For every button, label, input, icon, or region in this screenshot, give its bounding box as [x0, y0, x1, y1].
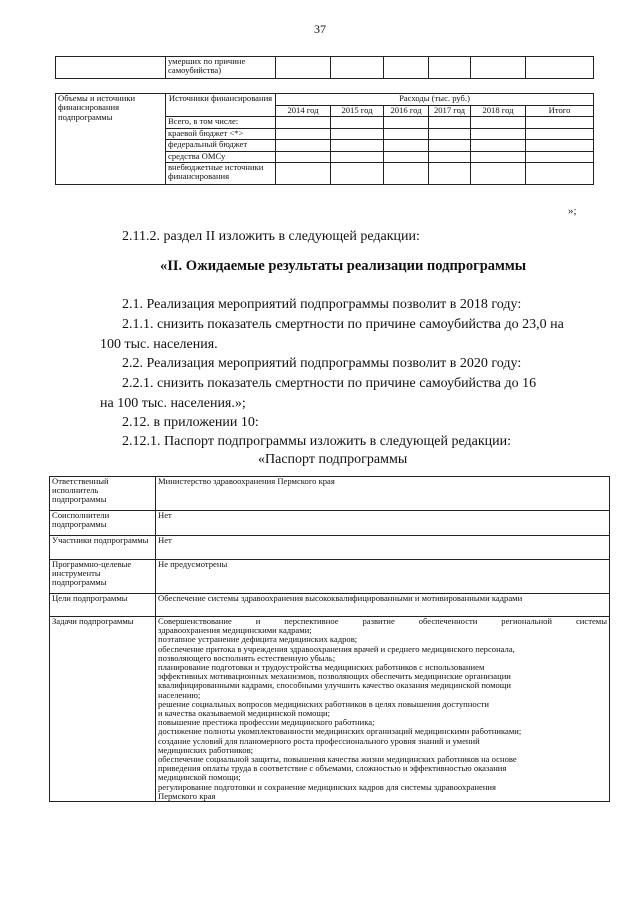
fin-row-label: Всего, в том числе:	[166, 117, 276, 129]
paragraph-2-12-1: 2.12.1. Паспорт подпрограммы изложить в следующей редакции:	[122, 434, 512, 449]
total-header: Итого	[526, 105, 594, 117]
fin-cell	[471, 117, 526, 129]
passport-label: Ответственный исполнитель подпрограммы	[50, 477, 156, 511]
fin-cell	[384, 117, 429, 129]
fin-cell	[471, 140, 526, 152]
task-line: повышение престижа профессии медицинского работника;	[158, 717, 375, 728]
task-line: медицинских работников;	[158, 744, 254, 755]
fin-cell	[526, 163, 594, 185]
task-line: позволяющего восполнять естественную убыль;	[158, 652, 336, 663]
financing-table	[55, 93, 594, 185]
passport-label: Участники подпрограммы	[50, 536, 156, 560]
passport-value: Не предусмотрены	[156, 560, 610, 594]
fin-cell	[331, 128, 384, 140]
fin-cell	[429, 117, 471, 129]
fin-row-label: федеральный бюджет	[166, 140, 276, 152]
fin-cell	[429, 128, 471, 140]
sources-header: Источники финансирования	[166, 94, 276, 117]
paragraph-2-2: 2.2. Реализация мероприятий подпрограммы позволит в 2020 году:	[122, 356, 522, 371]
task-line: здравоохранения медицинскими кадрами;	[158, 625, 312, 636]
fin-cell	[526, 117, 594, 129]
top-table-cell	[526, 57, 594, 79]
fin-cell	[471, 163, 526, 185]
task-line: эффективных мотивационных механизмов, позволяющих обеспечить медицинские организации	[158, 671, 511, 682]
passport-value: Нет	[156, 536, 610, 560]
fin-cell	[384, 128, 429, 140]
paragraph-2-2-1-line1: 2.2.1. снизить показатель смертности по причине самоубийства до 16	[122, 376, 537, 391]
task-line: Пермского края	[158, 790, 216, 801]
fin-cell	[276, 117, 331, 129]
paragraph-2-1-1-line2: 100 тыс. населения.	[100, 337, 218, 352]
fin-cell	[384, 163, 429, 185]
top-table-cell	[331, 57, 384, 79]
fin-cell	[526, 151, 594, 163]
task-line: Совершенствование и перспективное развитие обеспеченности региональной системы	[158, 616, 607, 626]
top-table-cell	[384, 57, 429, 79]
paragraph-2-1-1-line1: 2.1.1. снизить показатель смертности по причине самоубийства до 23,0 на	[122, 317, 564, 332]
top-table-cell	[471, 57, 526, 79]
task-line: медицинской помощи;	[158, 772, 241, 783]
expenses-header: Расходы (тыс. руб.)	[276, 94, 594, 106]
fin-cell	[526, 140, 594, 152]
year-header: 2018 год	[471, 105, 526, 117]
task-line: населению;	[158, 689, 201, 700]
fin-cell	[276, 151, 331, 163]
task-line: обеспечение социальной защиты, повышения качества жизни медицинских работников на основе	[158, 754, 517, 765]
passport-title: «Паспорт подпрограммы	[258, 452, 408, 467]
passport-label-tasks: Задачи подпрограммы	[50, 617, 156, 802]
fin-cell	[276, 140, 331, 152]
passport-label: Программно-целевые инструменты подпрограммы	[50, 560, 156, 594]
top-table-cell	[56, 57, 166, 79]
fin-cell	[331, 151, 384, 163]
top-fragment-table	[55, 56, 594, 79]
task-line: планирование подготовки и трудоустройства медицинских работников с использованием	[158, 662, 485, 673]
paragraph-2-11-2: 2.11.2. раздел II изложить в следующей редакции:	[122, 229, 420, 244]
task-line: приведения оплаты труда в соответствие с объемами, сложностью и эффективностью оказания	[158, 763, 507, 774]
year-header: 2015 год	[331, 105, 384, 117]
passport-value: Нет	[156, 511, 610, 536]
paragraph-2-12: 2.12. в приложении 10:	[122, 415, 259, 430]
fin-row-label: внебюджетные источники финансирования	[166, 163, 276, 185]
task-line: и качества оказываемой медицинской помощи;	[158, 708, 331, 719]
fin-cell	[384, 140, 429, 152]
page-number: 37	[314, 22, 326, 36]
fin-cell	[429, 163, 471, 185]
fin-cell	[331, 140, 384, 152]
year-header: 2016 год	[384, 105, 429, 117]
year-header: 2014 год	[276, 105, 331, 117]
volume-label-cell: Объемы и источники финансирования подпрограммы	[56, 94, 166, 185]
section-heading: «II. Ожидаемые результаты реализации подпрограммы	[160, 258, 527, 274]
task-line: создание условий для планомерного роста профессионального уровня знаний и умений	[158, 735, 480, 746]
fin-row-label: краевой бюджет <*>	[166, 128, 276, 140]
fin-cell	[331, 163, 384, 185]
fin-cell	[471, 151, 526, 163]
fin-cell	[384, 151, 429, 163]
passport-label: Соисполнители подпрограммы	[50, 511, 156, 536]
task-line: регулирование подготовки и сохранение медицинских кадров для системы здравоохранения	[158, 781, 496, 792]
passport-value: Обеспечение системы здравоохранения высококвалифицированными и мотивированными кадрами	[156, 594, 610, 617]
fin-cell	[276, 163, 331, 185]
closing-quote-mark: »;	[568, 205, 577, 217]
passport-table	[49, 476, 610, 802]
fin-cell	[331, 117, 384, 129]
task-line: квалифицированными кадрами, способными улучшить качество оказания медицинской помощи	[158, 680, 512, 691]
top-table-cell	[429, 57, 471, 79]
paragraph-2-1: 2.1. Реализация мероприятий подпрограммы позволит в 2018 году:	[122, 297, 522, 312]
fin-row-label: средства ОМСу	[166, 151, 276, 163]
task-line: достижение полноты укомплектованности медицинских организаций медицинскими работниками;	[158, 726, 522, 737]
passport-label: Цели подпрограммы	[50, 594, 156, 617]
top-table-cell-text: умерших по причине самоубийства)	[166, 57, 276, 79]
task-line: поэтапное устранение дефицита медицинских кадров;	[158, 634, 358, 645]
fin-cell	[429, 140, 471, 152]
passport-value: Министерство здравоохранения Пермского края	[156, 477, 610, 511]
fin-cell	[429, 151, 471, 163]
top-table-cell	[276, 57, 331, 79]
task-line: обеспечение притока в учреждения здравоохранения врачей и среднего медицинского персонала,	[158, 643, 515, 654]
year-header: 2017 год	[429, 105, 471, 117]
fin-cell	[276, 128, 331, 140]
fin-cell	[471, 128, 526, 140]
paragraph-2-2-1-line2: на 100 тыс. населения.»;	[100, 396, 246, 411]
passport-tasks-cell	[156, 617, 610, 802]
fin-cell	[526, 128, 594, 140]
task-line: решение социальных вопросов медицинских работников в целях повышения доступности	[158, 698, 490, 709]
